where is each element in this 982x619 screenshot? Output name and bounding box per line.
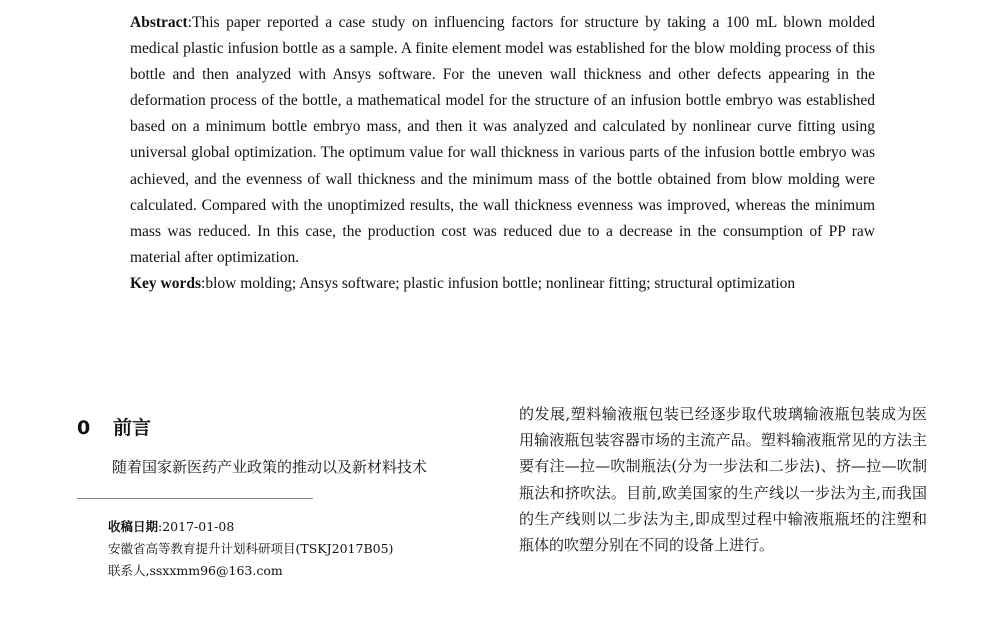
footnote-divider <box>77 498 313 499</box>
abstract-label: Abstract <box>130 14 188 31</box>
intro-right-text: 的发展,塑料输液瓶包装已经逐步取代玻璃输液瓶包装成为医用输液瓶包装容器市场的主流产品。塑料输液瓶常见的方法主要有注—拉—吹制瓶法(分为一步法和二步法)、挤—拉—吹制瓶法和挤吹法。目前,欧美国家的生产线以一步法为主,而我国的生产线则以二步法为主,即成型过程中输液瓶瓶坯的注塑和瓶体的吹塑分别在不同的设备上进行。 <box>519 405 927 555</box>
keywords-text: blow molding; Ansys software; plastic infusion bottle; nonlinear fitting; structural optimization <box>205 274 796 292</box>
abstract-section <box>130 10 875 297</box>
keywords-paragraph <box>130 271 875 297</box>
received-date: :2017-01-08 <box>158 519 235 534</box>
intro-left-text: 随着国家新医药产业政策的推动以及新材料技术 <box>112 458 428 476</box>
footnote-contact: 联系人,ssxxmm96@163.com <box>108 563 283 578</box>
footnote-funding: 安徽省高等教育提升计划科研项目(TSKJ2017B05) <box>108 541 394 556</box>
keywords-separator: : <box>201 274 206 292</box>
abstract-text: This paper reported a case study on influencing factors for structure by taking a 100 mL blown molded medical plastic infusion bottle as a sample. A finite element model was established for the blow molding process of this bottle and then analyzed with Ansys software. For the uneven wall thickness and other defects appearing in the deformation process of the bottle, a mathematical model for the structure of an infusion bottle embryo was established based on a minimum bottle embryo mass, and then it was analyzed and calculated by nonlinear curve fitting using universal global optimization. The optimum value for wall thickness in various parts of the infusion bottle embryo was achieved, and the evenness of wall thickness and the minimum mass of the bottle obtained from blow molding were calculated. Compared with the unoptimized results, the wall thickness evenness was improved, whereas the minimum mass was reduced. In this case, the production cost was reduced due to a decrease in the consumption of PP raw material after optimization. <box>130 14 875 266</box>
section-number: 0 <box>77 417 91 439</box>
received-label: 收稿日期 <box>108 519 159 534</box>
abstract-separator: : <box>187 14 192 31</box>
keywords-label: Key words <box>130 274 202 292</box>
footnote <box>108 516 393 582</box>
abstract-paragraph <box>130 10 875 271</box>
footnote-received <box>108 516 393 538</box>
section-title: 前言 <box>113 417 152 439</box>
section-heading <box>77 413 151 440</box>
